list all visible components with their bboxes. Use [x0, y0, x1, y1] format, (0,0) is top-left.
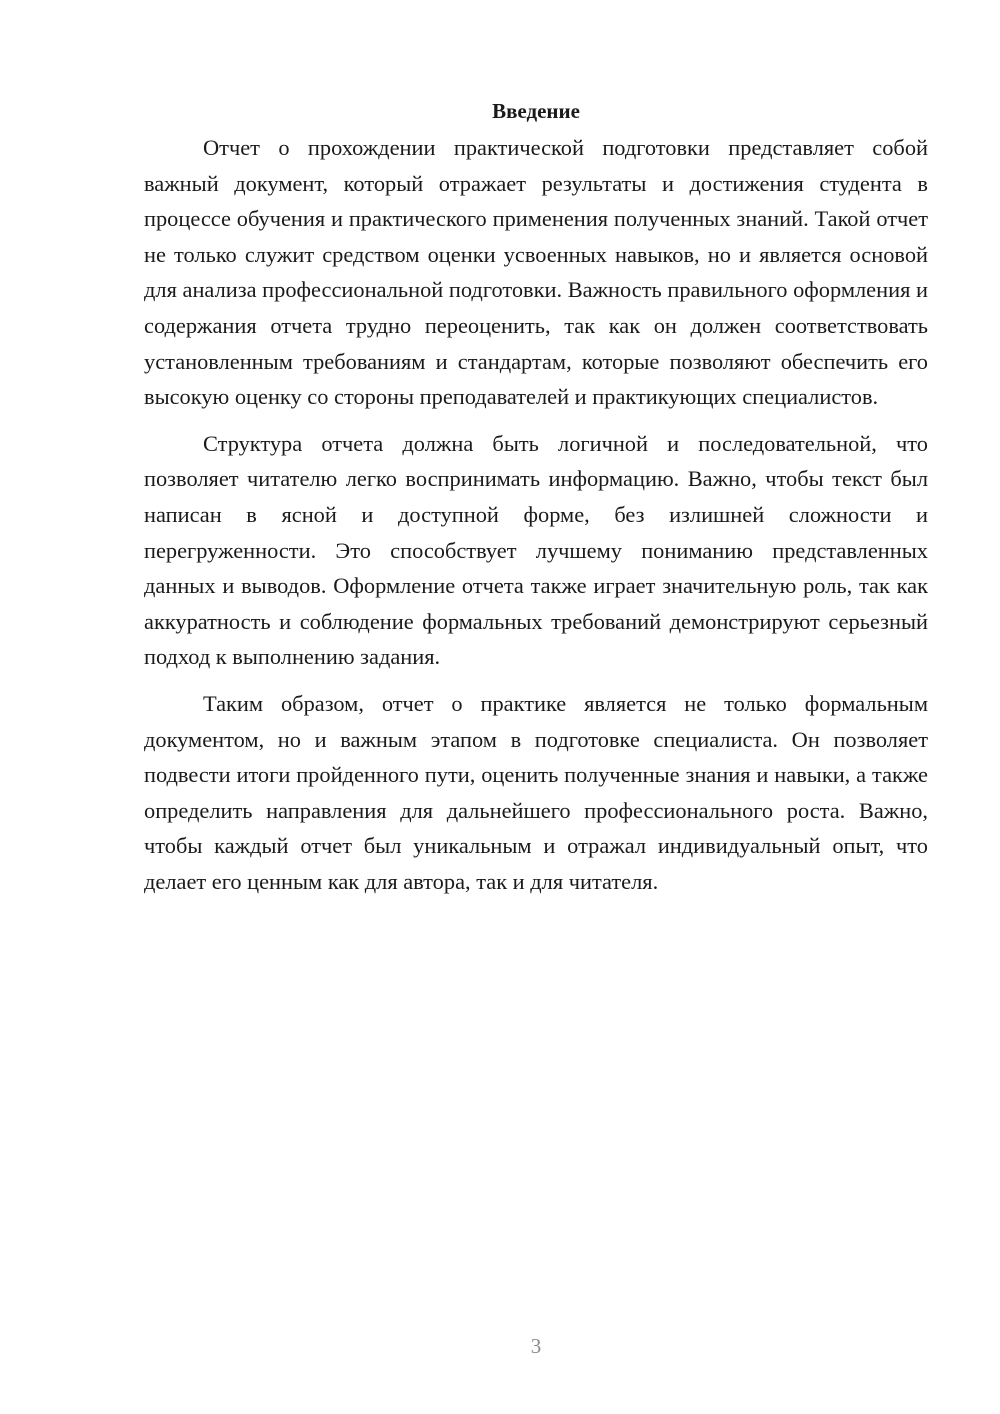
paragraph-1: Отчет о прохождении практической подготовки представляет собой важный документ, который отражает результаты и достижения студента в процессе обучения и практического применения полученных знаний. Такой отчет не только служит средством оценки усвоенных навыков, но и является основой для анализа профессиональной подготовки. Важность правильного оформления и содержания отчета трудно переоценить, так как он должен соответствовать установленным требованиям и стандартам, которые позволяют обеспечить его высокую оценку со стороны преподавателей и практикующих специалистов.	[144, 135, 928, 410]
paragraph-3: Таким образом, отчет о практике является не только формальным документом, но и важным этапом в подготовке специалиста. Он позволяет подвести итоги пройденного пути, оценить полученные знания и навыки, а также определить направления для дальнейшего профессионального роста. Важно, чтобы каждый отчет был уникальным и отражал индивидуальный опыт, что делает его ценным как для автора, так и для читателя.	[144, 690, 928, 894]
paragraph-2: Структура отчета должна быть логичной и последовательной, что позволяет читателю легко воспринимать информацию. Важно, чтобы текст был написан в ясной и доступной форме, без излишней сложности и перегруженности. Это способствует лучшему пониманию представленных данных и выводов. Оформление отчета также играет значительную роль, так как аккуратность и соблюдение формальных требований демонстрируют серьезный подход к выполнению задания.	[144, 430, 928, 670]
page-number: 3	[530, 1334, 542, 1358]
section-title: Введение	[492, 99, 580, 123]
page-content	[144, 96, 928, 899]
